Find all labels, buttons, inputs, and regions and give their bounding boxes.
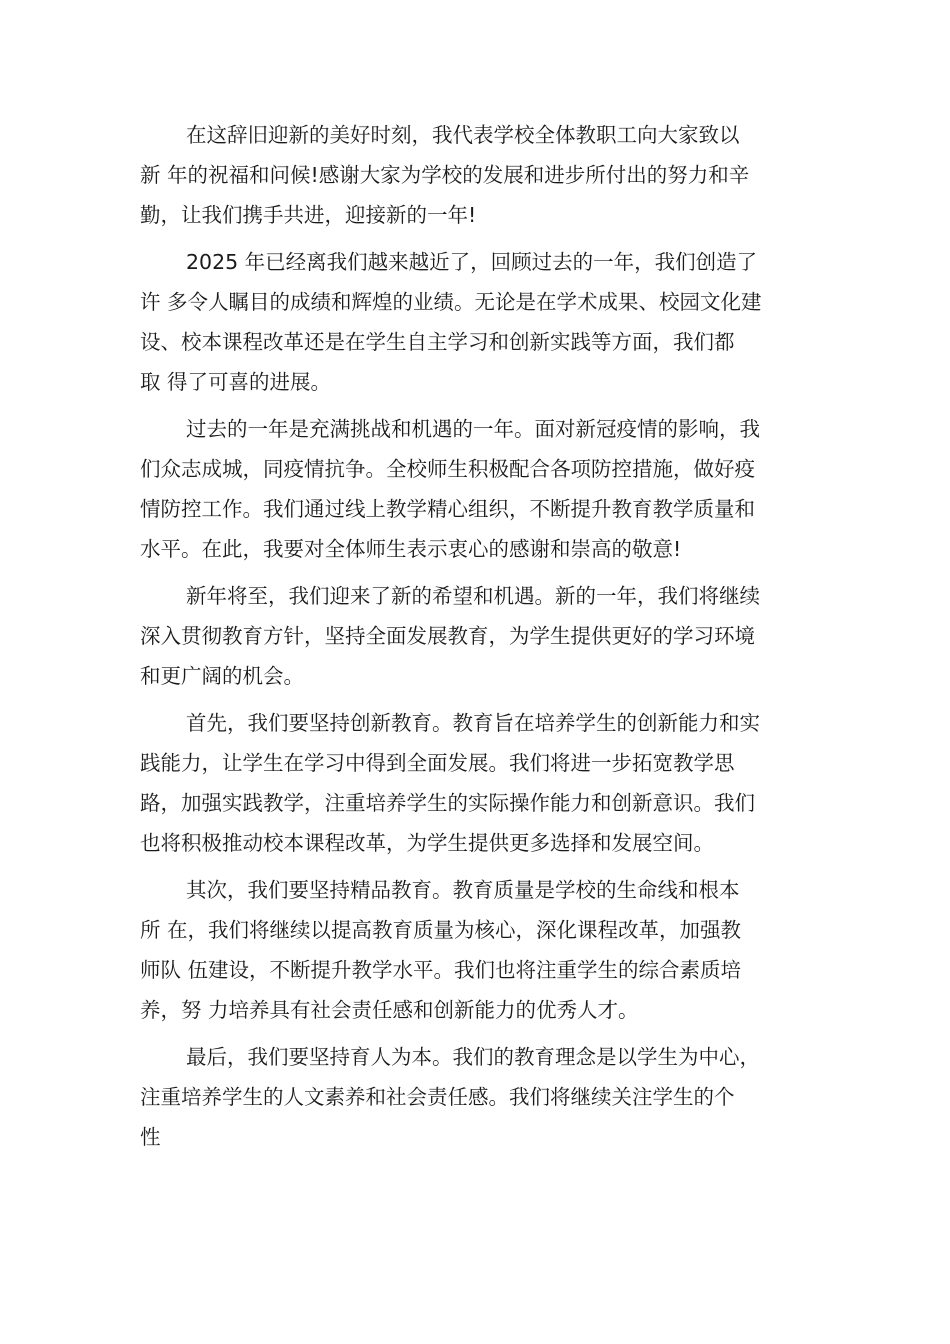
paragraph-new-hopes [140,576,800,696]
text-line: 水平。在此，我要对全体师生表示衷心的感谢和崇高的敬意! [140,537,682,561]
text-line: 们众志成城，同疫情抗争。全校师生积极配合各项防控措施，做好疫 [140,457,755,481]
text-line: 注重培养学生的人文素养和社会责任感。我们将继续关注学生的个 [140,1085,735,1109]
text-line: 2025 年已经离我们越来越近了，回顾过去的一年，我们创造了 [186,250,758,274]
text-line: 其次，我们要坚持精品教育。教育质量是学校的生命线和根本 [186,878,740,902]
text-line: 师队 伍建设，不断提升教学水平。我们也将注重学生的综合素质培 [140,958,742,982]
text-line: 首先，我们要坚持创新教育。教育旨在培养学生的创新能力和实 [186,711,760,735]
text-line: 取 得了可喜的进展。 [140,370,332,394]
text-line: 和更广阔的机会。 [140,664,304,688]
text-line: 设、校本课程改革还是在学生自主学习和创新实践等方面，我们都 [140,330,735,354]
paragraph-quality [140,870,800,1030]
text-line: 在这辞旧迎新的美好时刻，我代表学校全体教职工向大家致以 [186,123,740,147]
text-line: 路，加强实践教学，注重培养学生的实际操作能力和创新意识。我们 [140,791,755,815]
document-body [140,115,800,1164]
text-line: 许 多令人瞩目的成绩和辉煌的业绩。无论是在学术成果、校园文化建 [140,290,762,314]
text-line: 所 在，我们将继续以提高教育质量为核心，深化课程改革，加强教 [140,918,742,942]
text-line: 情防控工作。我们通过线上教学精心组织，不断提升教育教学质量和 [140,497,755,521]
text-line: 也将积极推动校本课程改革，为学生提供更多选择和发展空间。 [140,831,714,855]
text-line: 性 [140,1125,161,1149]
paragraph-innovation [140,703,800,863]
text-line: 过去的一年是充满挑战和机遇的一年。面对新冠疫情的影响，我 [186,417,760,441]
text-line: 深入贯彻教育方针，坚持全面发展教育，为学生提供更好的学习环境 [140,624,755,648]
paragraph-year-review [140,242,800,402]
paragraph-challenges [140,409,800,569]
text-line: 养，努 力培养具有社会责任感和创新能力的优秀人才。 [140,998,639,1022]
paragraph-people-first [140,1037,800,1157]
text-line: 践能力，让学生在学习中得到全面发展。我们将进一步拓宽教学思 [140,751,735,775]
text-line: 最后，我们要坚持育人为本。我们的教育理念是以学生为中心， [186,1045,760,1069]
text-line: 勤，让我们携手共进，迎接新的一年! [140,203,477,227]
paragraph-new-year-greeting [140,115,800,235]
text-line: 新年将至，我们迎来了新的希望和机遇。新的一年，我们将继续 [186,584,760,608]
text-line: 新 年的祝福和问候!感谢大家为学校的发展和进步所付出的努力和辛 [140,163,750,187]
